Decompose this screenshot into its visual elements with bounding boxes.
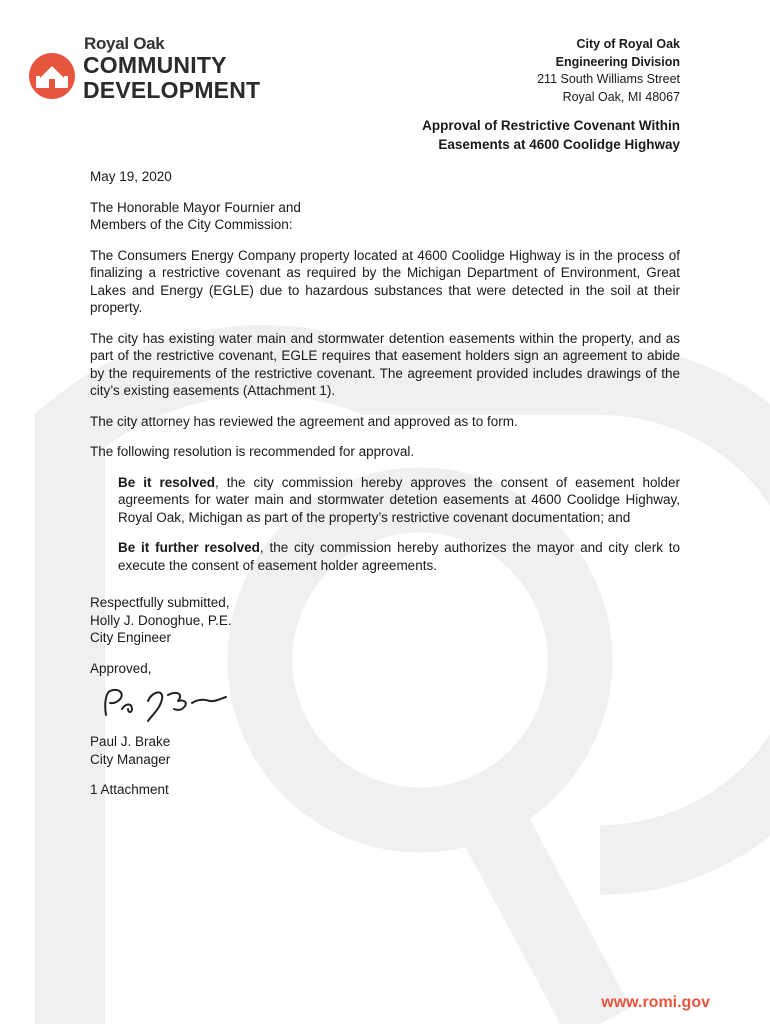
subject-line1: Approval of Restrictive Covenant Within <box>422 118 680 133</box>
closing-block <box>90 594 680 647</box>
royal-oak-community-development-logo <box>28 34 268 104</box>
signer1-title: City Engineer <box>90 630 172 645</box>
resolution-1-text: , the city commission hereby approves the consent of easement holder agreements for water main and stormwater detetion easements at 4600 Coolidge Highway, Royal Oak, Michigan as part of the property’s restrictive covenant documentation; and <box>118 474 680 525</box>
signer2-title: City Manager <box>90 751 171 767</box>
closing: Respectfully submitted, <box>90 595 230 610</box>
paragraph-1: The Consumers Energy Company property located at 4600 Coolidge Highway is in the process of finalizing a restrictive covenant as required by the Michigan Department of Environment, Great Lakes and Energy (EGLE) due to hazardous substances that were detected in the soil at their property. <box>90 247 680 315</box>
salutation-line2: Members of the City Commission: <box>90 217 293 232</box>
paragraph-3: The city attorney has reviewed the agreement and approved as to form. <box>90 413 518 429</box>
logo-brand-line2: DEVELOPMENT <box>83 77 261 103</box>
manager-block <box>90 733 680 768</box>
paragraph-4: The following resolution is recommended for approval. <box>90 444 415 459</box>
approved-label: Approved, <box>90 660 152 676</box>
resolution-1 <box>118 474 680 527</box>
salutation-line1: The Honorable Mayor Fournier and <box>90 199 301 215</box>
resolution-1-lead: Be it resolved <box>118 474 216 490</box>
signer2-name: Paul J. Brake <box>90 734 171 749</box>
address-street: 211 South Williams Street <box>537 72 680 86</box>
subject-line2: Easements at 4600 Coolidge Highway <box>438 136 680 152</box>
address-city: City of Royal Oak <box>576 37 680 51</box>
sender-address <box>537 36 680 106</box>
address-division: Engineering Division <box>555 54 680 69</box>
house-circle-icon <box>28 52 76 100</box>
salutation <box>90 199 680 234</box>
logo-brand-line1: COMMUNITY <box>83 52 227 78</box>
resolution-2-lead: Be it further resolved <box>118 540 260 555</box>
resolution-2-text: , the city commission hereby authorizes the mayor and city clerk to execute the consent of easement holder agreements. <box>118 540 680 573</box>
logo-brand-small: Royal Oak <box>84 34 165 53</box>
letter-body <box>90 168 680 812</box>
address-city-state-zip: Royal Oak, MI 48067 <box>562 89 680 104</box>
letter-subject <box>422 117 680 154</box>
signer1-name: Holly J. Donoghue, P.E. <box>90 612 232 628</box>
letter-date: May 19, 2020 <box>90 169 172 184</box>
handwritten-signature <box>96 681 236 725</box>
attachment-note: 1 Attachment <box>90 782 169 797</box>
paragraph-2: The city has existing water main and stormwater detention easements within the property, and as part of the restrictive covenant, EGLE requires that easement holders sign an agreement to abide by the requirements of the restrictive covenant. The agreement provided includes drawings of the city’s existing easements (Attachment 1). <box>90 330 680 398</box>
footer-website: www.romi.gov <box>601 994 710 1011</box>
resolution-2 <box>118 539 680 574</box>
